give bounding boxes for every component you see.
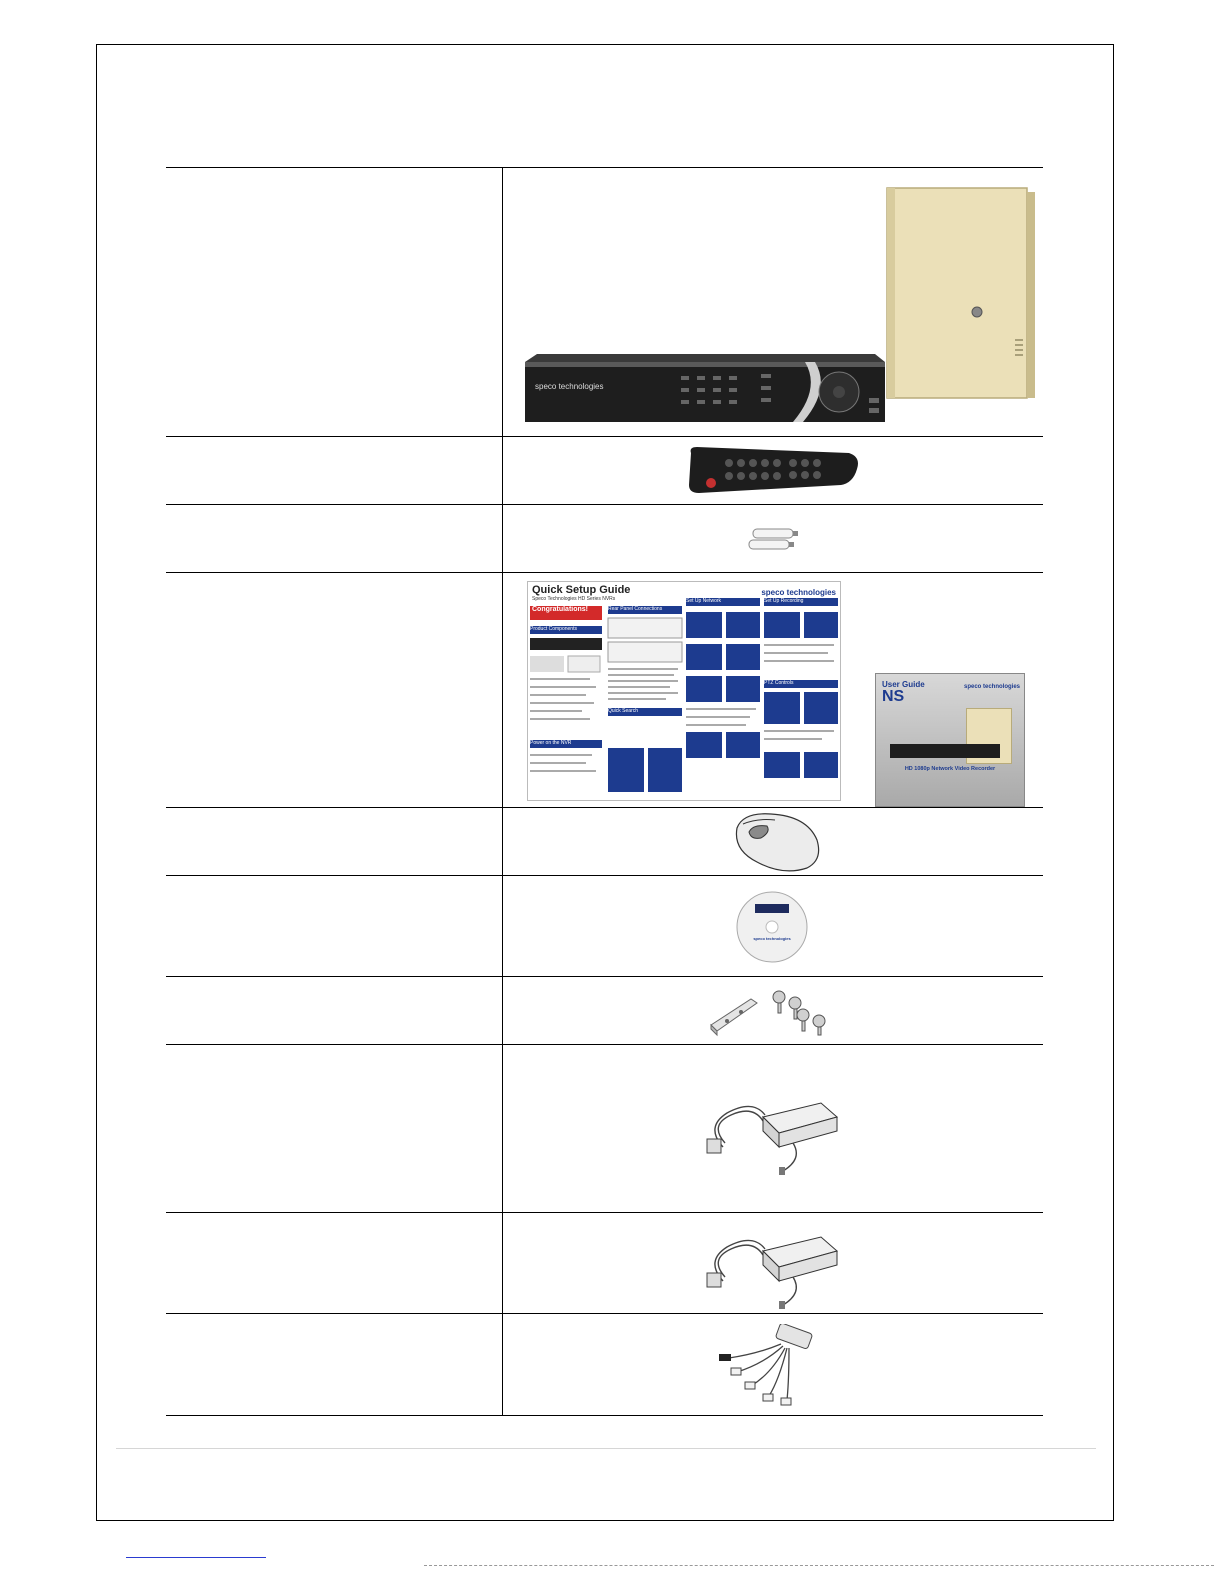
guide-banner: Congratulations! — [530, 606, 602, 620]
guide-brand: speco technologies — [761, 588, 836, 597]
item-image-cell — [503, 876, 1044, 977]
recorder-brand-text: speco technologies — [535, 382, 604, 391]
breakout-cable-icon — [717, 1324, 827, 1408]
power-adapter-icon — [703, 1087, 843, 1177]
table-row — [166, 808, 1043, 876]
item-image-cell — [503, 168, 1044, 437]
table-row — [166, 573, 1043, 808]
guide-section-1: Product Components — [530, 626, 602, 634]
item-label-cell — [166, 437, 503, 505]
bottom-dashed-rule — [424, 1565, 1214, 1566]
item-label-cell — [166, 808, 503, 876]
remote-control-icon — [685, 443, 861, 495]
footnote-link-underline — [126, 1557, 266, 1558]
mouse-icon — [727, 810, 823, 874]
guide-subtitle: Speco Technologies HD Series NVRs — [532, 596, 616, 602]
guide-section-6: Power on the NVR — [530, 740, 602, 748]
item-image-cell — [503, 1213, 1044, 1314]
table-row — [166, 437, 1043, 505]
quick-setup-guide-and-user-guide-icon — [527, 581, 1047, 805]
batteries-icon — [747, 525, 803, 555]
item-label-cell — [166, 1213, 503, 1314]
item-label-cell — [166, 168, 503, 437]
table-row — [166, 505, 1043, 573]
package-contents-table — [166, 167, 1043, 1416]
guide-title: Quick Setup Guide — [532, 584, 631, 596]
item-label-cell — [166, 977, 503, 1045]
footer-divider — [116, 1448, 1096, 1449]
item-label-cell — [166, 1314, 503, 1416]
table-row — [166, 1314, 1043, 1416]
power-adapter-icon — [703, 1221, 843, 1311]
table-row — [166, 1045, 1043, 1213]
guide-section-3: Set Up Network — [686, 598, 760, 606]
item-image-cell — [503, 977, 1044, 1045]
item-image-cell — [503, 1314, 1044, 1416]
table-row — [166, 1213, 1043, 1314]
software-cd-icon — [735, 890, 809, 964]
guide-section-7: Quick Search — [608, 708, 682, 716]
user-guide-cover — [875, 673, 1025, 807]
item-image-cell — [503, 808, 1044, 876]
quick-setup-guide-sheet — [527, 581, 841, 801]
table-row — [166, 876, 1043, 977]
guide-section-5: PTZ Controls — [764, 680, 838, 688]
rack-mount-bracket-and-screws-icon — [705, 985, 839, 1037]
guide-section-2: Rear Panel Connections — [608, 606, 682, 614]
item-image-cell — [503, 437, 1044, 505]
item-label-cell — [166, 1045, 503, 1213]
recorder-and-wall-cabinet-icon — [521, 184, 1045, 434]
item-image-cell — [503, 1045, 1044, 1213]
table-row — [166, 168, 1043, 437]
user-guide-heading: HD 1080p Network Video Recorder — [904, 766, 996, 772]
user-guide-model: NS — [882, 688, 905, 705]
table-row — [166, 977, 1043, 1045]
item-label-cell — [166, 573, 503, 808]
item-label-cell — [166, 505, 503, 573]
item-label-cell — [166, 876, 503, 977]
guide-section-4: Set Up Recording — [764, 598, 838, 606]
item-image-cell — [503, 505, 1044, 573]
user-guide-title: User Guide — [882, 680, 925, 689]
user-guide-brand: speco technologies — [963, 684, 1020, 690]
disc-brand-text: speco technologies — [753, 936, 791, 941]
item-image-cell — [503, 573, 1044, 808]
